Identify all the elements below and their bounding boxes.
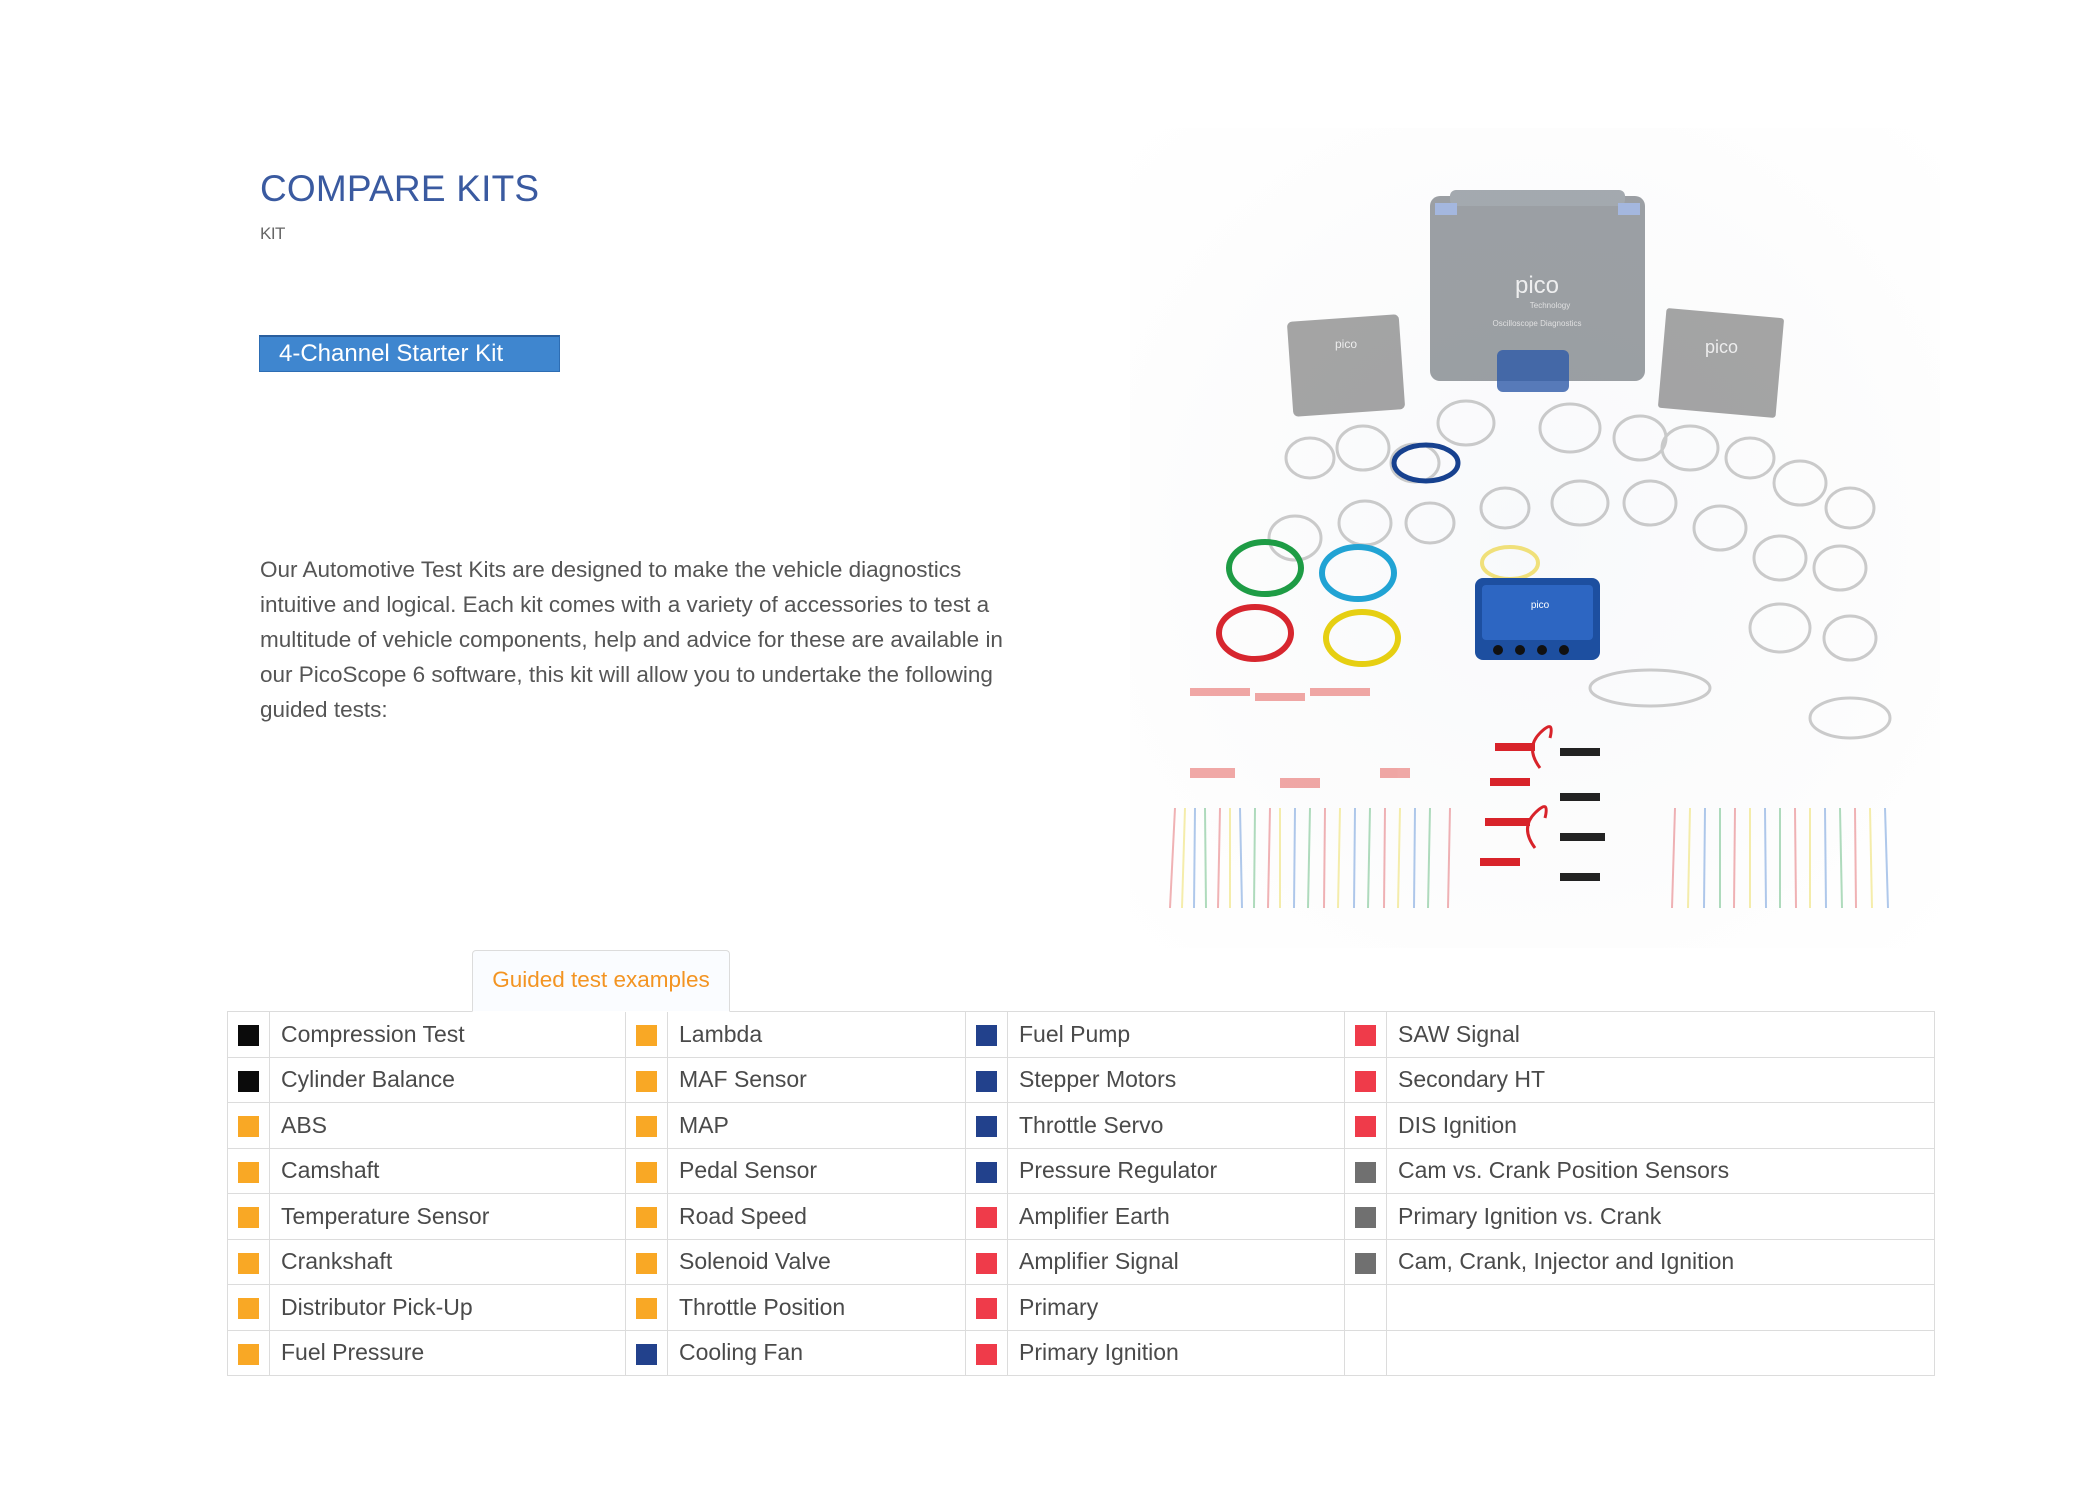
- swatch-cell: [966, 1194, 1008, 1240]
- test-label: MAP: [668, 1103, 966, 1149]
- kit-illustration: [1130, 128, 1940, 948]
- category-color-swatch: [636, 1162, 657, 1183]
- kit-product-image: [1130, 128, 1940, 948]
- test-label: Solenoid Valve: [668, 1239, 966, 1285]
- swatch-cell: [1345, 1194, 1387, 1240]
- swatch-cell: [228, 1057, 270, 1103]
- kit-select-button[interactable]: 4-Channel Starter Kit: [259, 335, 560, 372]
- test-label: Crankshaft: [270, 1239, 626, 1285]
- case-brand-text: pico: [1514, 272, 1560, 299]
- test-label: Pedal Sensor: [668, 1148, 966, 1194]
- category-color-swatch: [238, 1162, 259, 1183]
- page-subtitle: KIT: [260, 224, 285, 243]
- case-caption-text: Oscilloscope Diagnostics: [1492, 319, 1582, 328]
- category-color-swatch: [1355, 1253, 1376, 1274]
- test-label: Primary Ignition: [1008, 1330, 1345, 1376]
- test-label: Temperature Sensor: [270, 1194, 626, 1240]
- swatch-cell: [626, 1285, 668, 1331]
- table-row: [228, 1148, 1935, 1194]
- table-row: [228, 1285, 1935, 1331]
- category-color-swatch: [1355, 1116, 1376, 1137]
- test-label: Throttle Servo: [1008, 1103, 1345, 1149]
- swatch-cell: [966, 1103, 1008, 1149]
- swatch-cell: [1345, 1148, 1387, 1194]
- category-color-swatch: [976, 1253, 997, 1274]
- test-label: Lambda: [668, 1012, 966, 1058]
- table-row: [228, 1194, 1935, 1240]
- swatch-cell: [966, 1012, 1008, 1058]
- small-box-left: [1287, 314, 1405, 417]
- category-color-swatch: [976, 1207, 997, 1228]
- scope-brand-text: pico: [1530, 600, 1550, 611]
- category-color-swatch: [636, 1116, 657, 1137]
- swatch-cell: [1345, 1239, 1387, 1285]
- category-color-swatch: [238, 1025, 259, 1046]
- test-label: Primary: [1008, 1285, 1345, 1331]
- swatch-cell: [228, 1239, 270, 1285]
- swatch-cell: [626, 1103, 668, 1149]
- swatch-cell: [626, 1239, 668, 1285]
- test-label: [1387, 1285, 1935, 1331]
- swatch-cell: [966, 1057, 1008, 1103]
- test-label: Fuel Pump: [1008, 1012, 1345, 1058]
- category-color-swatch: [636, 1344, 657, 1365]
- category-color-swatch: [636, 1025, 657, 1046]
- test-label: Camshaft: [270, 1148, 626, 1194]
- swatch-cell: [1345, 1057, 1387, 1103]
- case-brand-sub-text: Technology: [1529, 301, 1571, 310]
- tab-guided-test-examples[interactable]: Guided test examples: [472, 950, 730, 1012]
- test-label: Cooling Fan: [668, 1330, 966, 1376]
- category-color-swatch: [636, 1298, 657, 1319]
- page-title: COMPARE KITS: [260, 168, 540, 209]
- category-color-swatch: [976, 1298, 997, 1319]
- category-color-swatch: [976, 1162, 997, 1183]
- test-label: Cam, Crank, Injector and Ignition: [1387, 1239, 1935, 1285]
- swatch-cell: [228, 1194, 270, 1240]
- table-row: [228, 1239, 1935, 1285]
- grey-cable-coils: [1269, 401, 1890, 738]
- category-color-swatch: [1355, 1071, 1376, 1092]
- swatch-cell: [966, 1330, 1008, 1376]
- test-label: MAF Sensor: [668, 1057, 966, 1103]
- test-label: Stepper Motors: [1008, 1057, 1345, 1103]
- blue-lead-top: [1394, 445, 1458, 481]
- test-label: Cam vs. Crank Position Sensors: [1387, 1148, 1935, 1194]
- category-color-swatch: [1355, 1025, 1376, 1046]
- swatch-cell: [1345, 1012, 1387, 1058]
- test-label: Amplifier Earth: [1008, 1194, 1345, 1240]
- category-color-swatch: [976, 1025, 997, 1046]
- svg-text:pico: pico: [1335, 337, 1358, 351]
- test-label: Fuel Pressure: [270, 1330, 626, 1376]
- test-label: Compression Test: [270, 1012, 626, 1058]
- category-color-swatch: [238, 1298, 259, 1319]
- red-accessories: [1190, 688, 1410, 788]
- swatch-cell: [228, 1012, 270, 1058]
- table-row: [228, 1330, 1935, 1376]
- swatch-cell: [228, 1103, 270, 1149]
- test-label: Cylinder Balance: [270, 1057, 626, 1103]
- kit-description: Our Automotive Test Kits are designed to make the vehicle diagnostics intuitive and logical. Each kit comes with a variety of accessories to test a multitude of vehicle components, help and advice for these are available in our PicoScope 6 software, this kit will allow you to undertake the following guided tests:: [260, 557, 1003, 722]
- category-color-swatch: [238, 1344, 259, 1365]
- oscilloscope-unit: [1475, 578, 1600, 660]
- test-label: DIS Ignition: [1387, 1103, 1935, 1149]
- test-label: Distributor Pick-Up: [270, 1285, 626, 1331]
- test-label: Primary Ignition vs. Crank: [1387, 1194, 1935, 1240]
- swatch-cell: [626, 1057, 668, 1103]
- test-label: [1387, 1330, 1935, 1376]
- test-label: Throttle Position: [668, 1285, 966, 1331]
- swatch-cell: [626, 1148, 668, 1194]
- swatch-cell: [626, 1330, 668, 1376]
- swatch-cell: [1345, 1285, 1387, 1331]
- swatch-cell: [1345, 1103, 1387, 1149]
- table-row: [228, 1057, 1935, 1103]
- swatch-cell: [228, 1330, 270, 1376]
- category-color-swatch: [636, 1207, 657, 1228]
- category-color-swatch: [238, 1253, 259, 1274]
- swatch-cell: [966, 1148, 1008, 1194]
- test-label: Road Speed: [668, 1194, 966, 1240]
- table-row: [228, 1012, 1935, 1058]
- swatch-cell: [228, 1148, 270, 1194]
- category-color-swatch: [238, 1071, 259, 1092]
- category-color-swatch: [976, 1116, 997, 1137]
- test-label: SAW Signal: [1387, 1012, 1935, 1058]
- category-color-swatch: [976, 1071, 997, 1092]
- black-clips: [1560, 748, 1605, 881]
- category-color-swatch: [1355, 1207, 1376, 1228]
- swatch-cell: [626, 1194, 668, 1240]
- category-color-swatch: [1355, 1162, 1376, 1183]
- test-label: Amplifier Signal: [1008, 1239, 1345, 1285]
- swatch-cell: [626, 1012, 668, 1058]
- guided-tests-table: [227, 1011, 1935, 1376]
- crocodile-clips: [1480, 743, 1535, 866]
- category-color-swatch: [636, 1253, 657, 1274]
- swatch-cell: [228, 1285, 270, 1331]
- swatch-cell: [1345, 1330, 1387, 1376]
- box-brand-text: pico: [1705, 337, 1739, 357]
- test-label: Pressure Regulator: [1008, 1148, 1345, 1194]
- small-box-right: [1658, 308, 1784, 418]
- category-color-swatch: [238, 1116, 259, 1137]
- swatch-cell: [966, 1285, 1008, 1331]
- test-label: ABS: [270, 1103, 626, 1149]
- table-row: [228, 1103, 1935, 1149]
- category-color-swatch: [976, 1344, 997, 1365]
- category-color-swatch: [238, 1207, 259, 1228]
- test-label: Secondary HT: [1387, 1057, 1935, 1103]
- category-color-swatch: [636, 1071, 657, 1092]
- swatch-cell: [966, 1239, 1008, 1285]
